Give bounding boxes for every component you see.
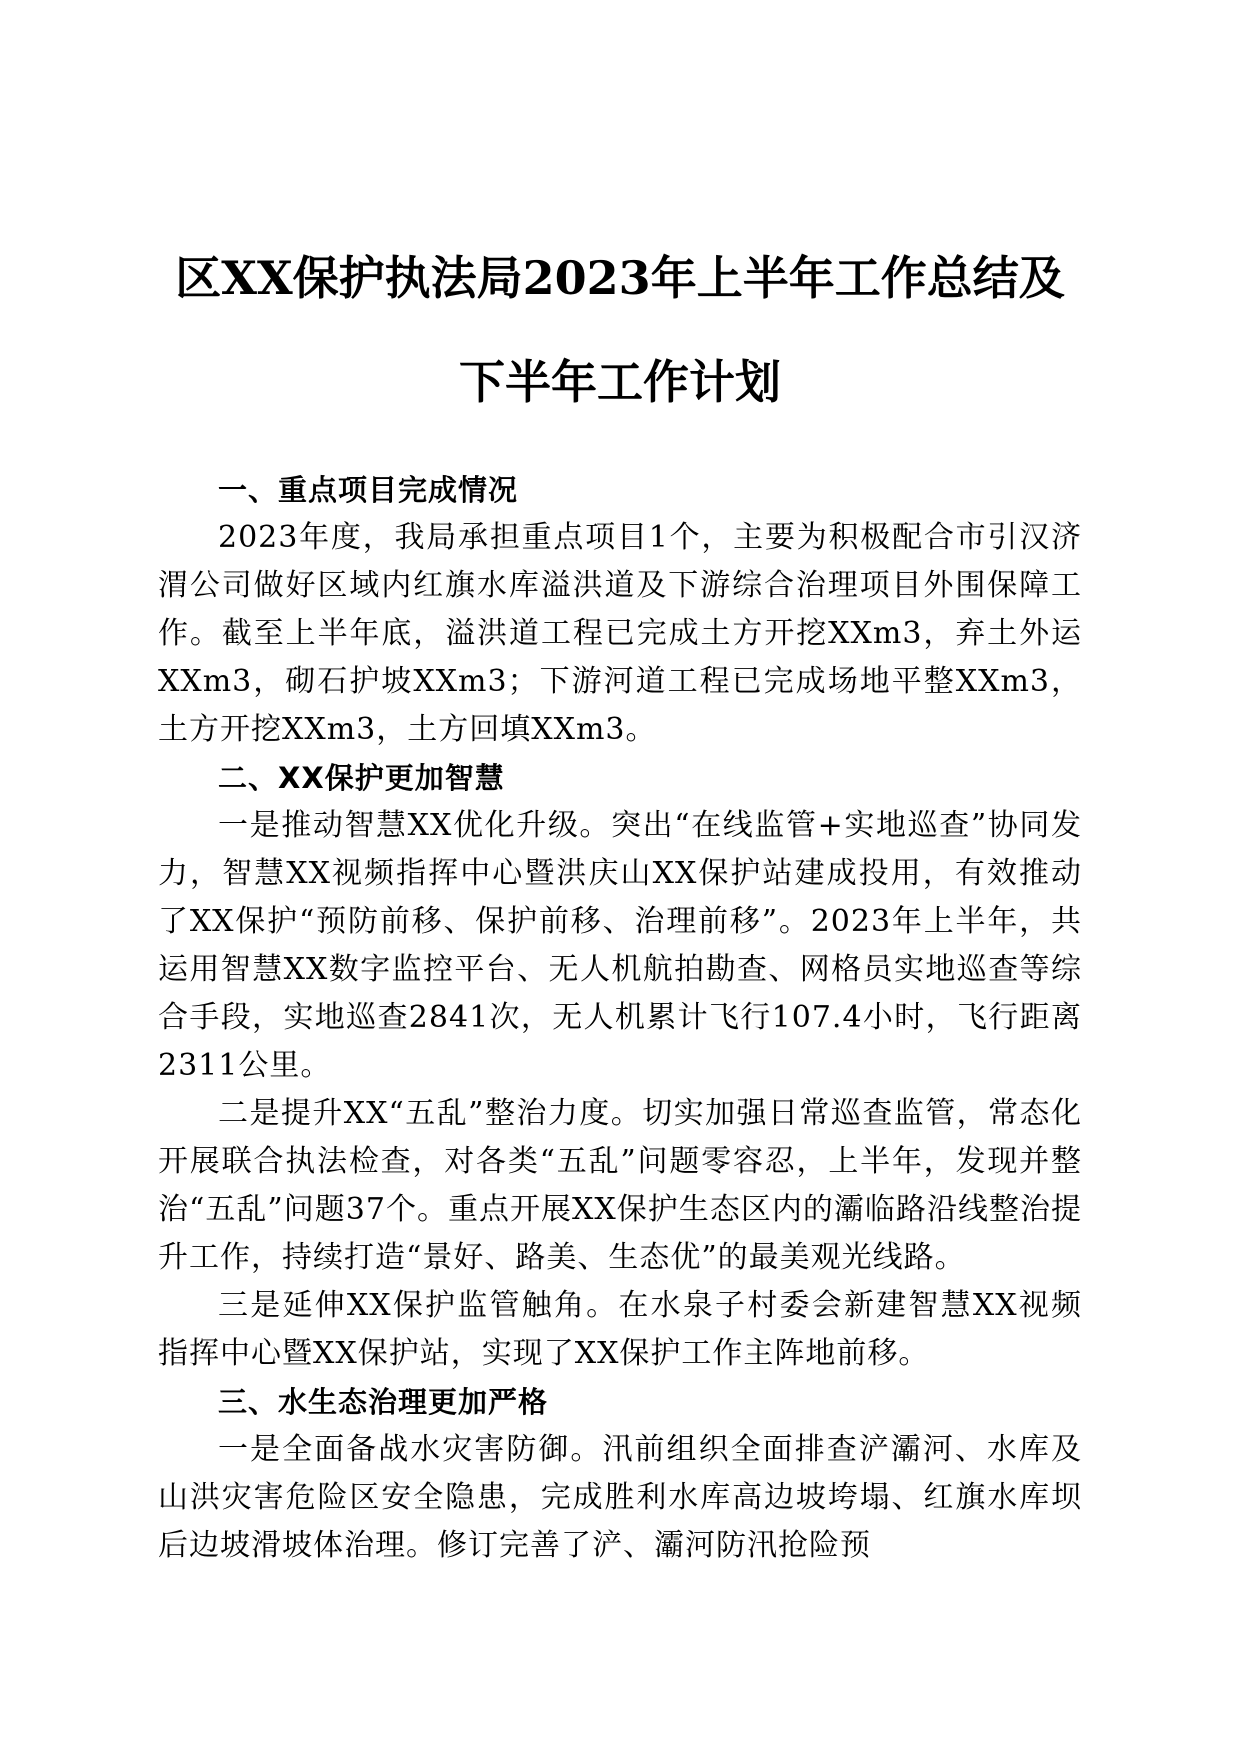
document-body	[158, 466, 1082, 1570]
paragraph: 2023年度，我局承担重点项目1个，主要为积极配合市引汉济渭公司做好区域内红旗水库溢洪道及下游综合治理项目外围保障工作。截至上半年底，溢洪道工程已完成土方开挖XXm3，弃土外运XXm3，砌石护坡XXm3；下游河道工程已完成场地平整XXm3，土方开挖XXm3，土方回填XXm3。	[158, 520, 1082, 747]
section-heading-1: 一、重点项目完成情况	[218, 473, 519, 507]
paragraph: 三是延伸XX保护监管触角。在水泉子村委会新建智慧XX视频指挥中心暨XX保护站，实现了XX保护工作主阵地前移。	[158, 1288, 1082, 1371]
paragraph: 一是推动智慧XX优化升级。突出“在线监管+实地巡查”协同发力，智慧XX视频指挥中心暨洪庆山XX保护站建成投用，有效推动了XX保护“预防前移、保护前移、治理前移”。2023年上半年，共运用智慧XX数字监控平台、无人机航拍勘查、网格员实地巡查等综合手段，实地巡查2841次，无人机累计飞行107.4小时，飞行距离2311公里。	[158, 808, 1082, 1083]
paragraph: 二是提升XX“五乱”整治力度。切实加强日常巡查监管，常态化开展联合执法检查，对各类“五乱”问题零容忍，上半年，发现并整治“五乱”问题37个。重点开展XX保护生态区内的灞临路沿线整治提升工作，持续打造“景好、路美、生态优”的最美观光线路。	[158, 1096, 1082, 1275]
section-heading-2: 二、XX保护更加智慧	[218, 761, 505, 795]
title-line-2: 下半年工作计划	[459, 355, 781, 409]
section-heading-3: 三、水生态治理更加严格	[218, 1385, 549, 1419]
paragraph: 一是全面备战水灾害防御。汛前组织全面排查浐灞河、水库及山洪灾害危险区安全隐患，完成胜利水库高边坡垮塌、红旗水库坝后边坡滑坡体治理。修订完善了浐、灞河防汛抢险预	[158, 1432, 1082, 1563]
document-title	[140, 226, 1100, 434]
title-line-1: 区XX保护执法局2023年上半年工作总结及	[175, 251, 1065, 305]
